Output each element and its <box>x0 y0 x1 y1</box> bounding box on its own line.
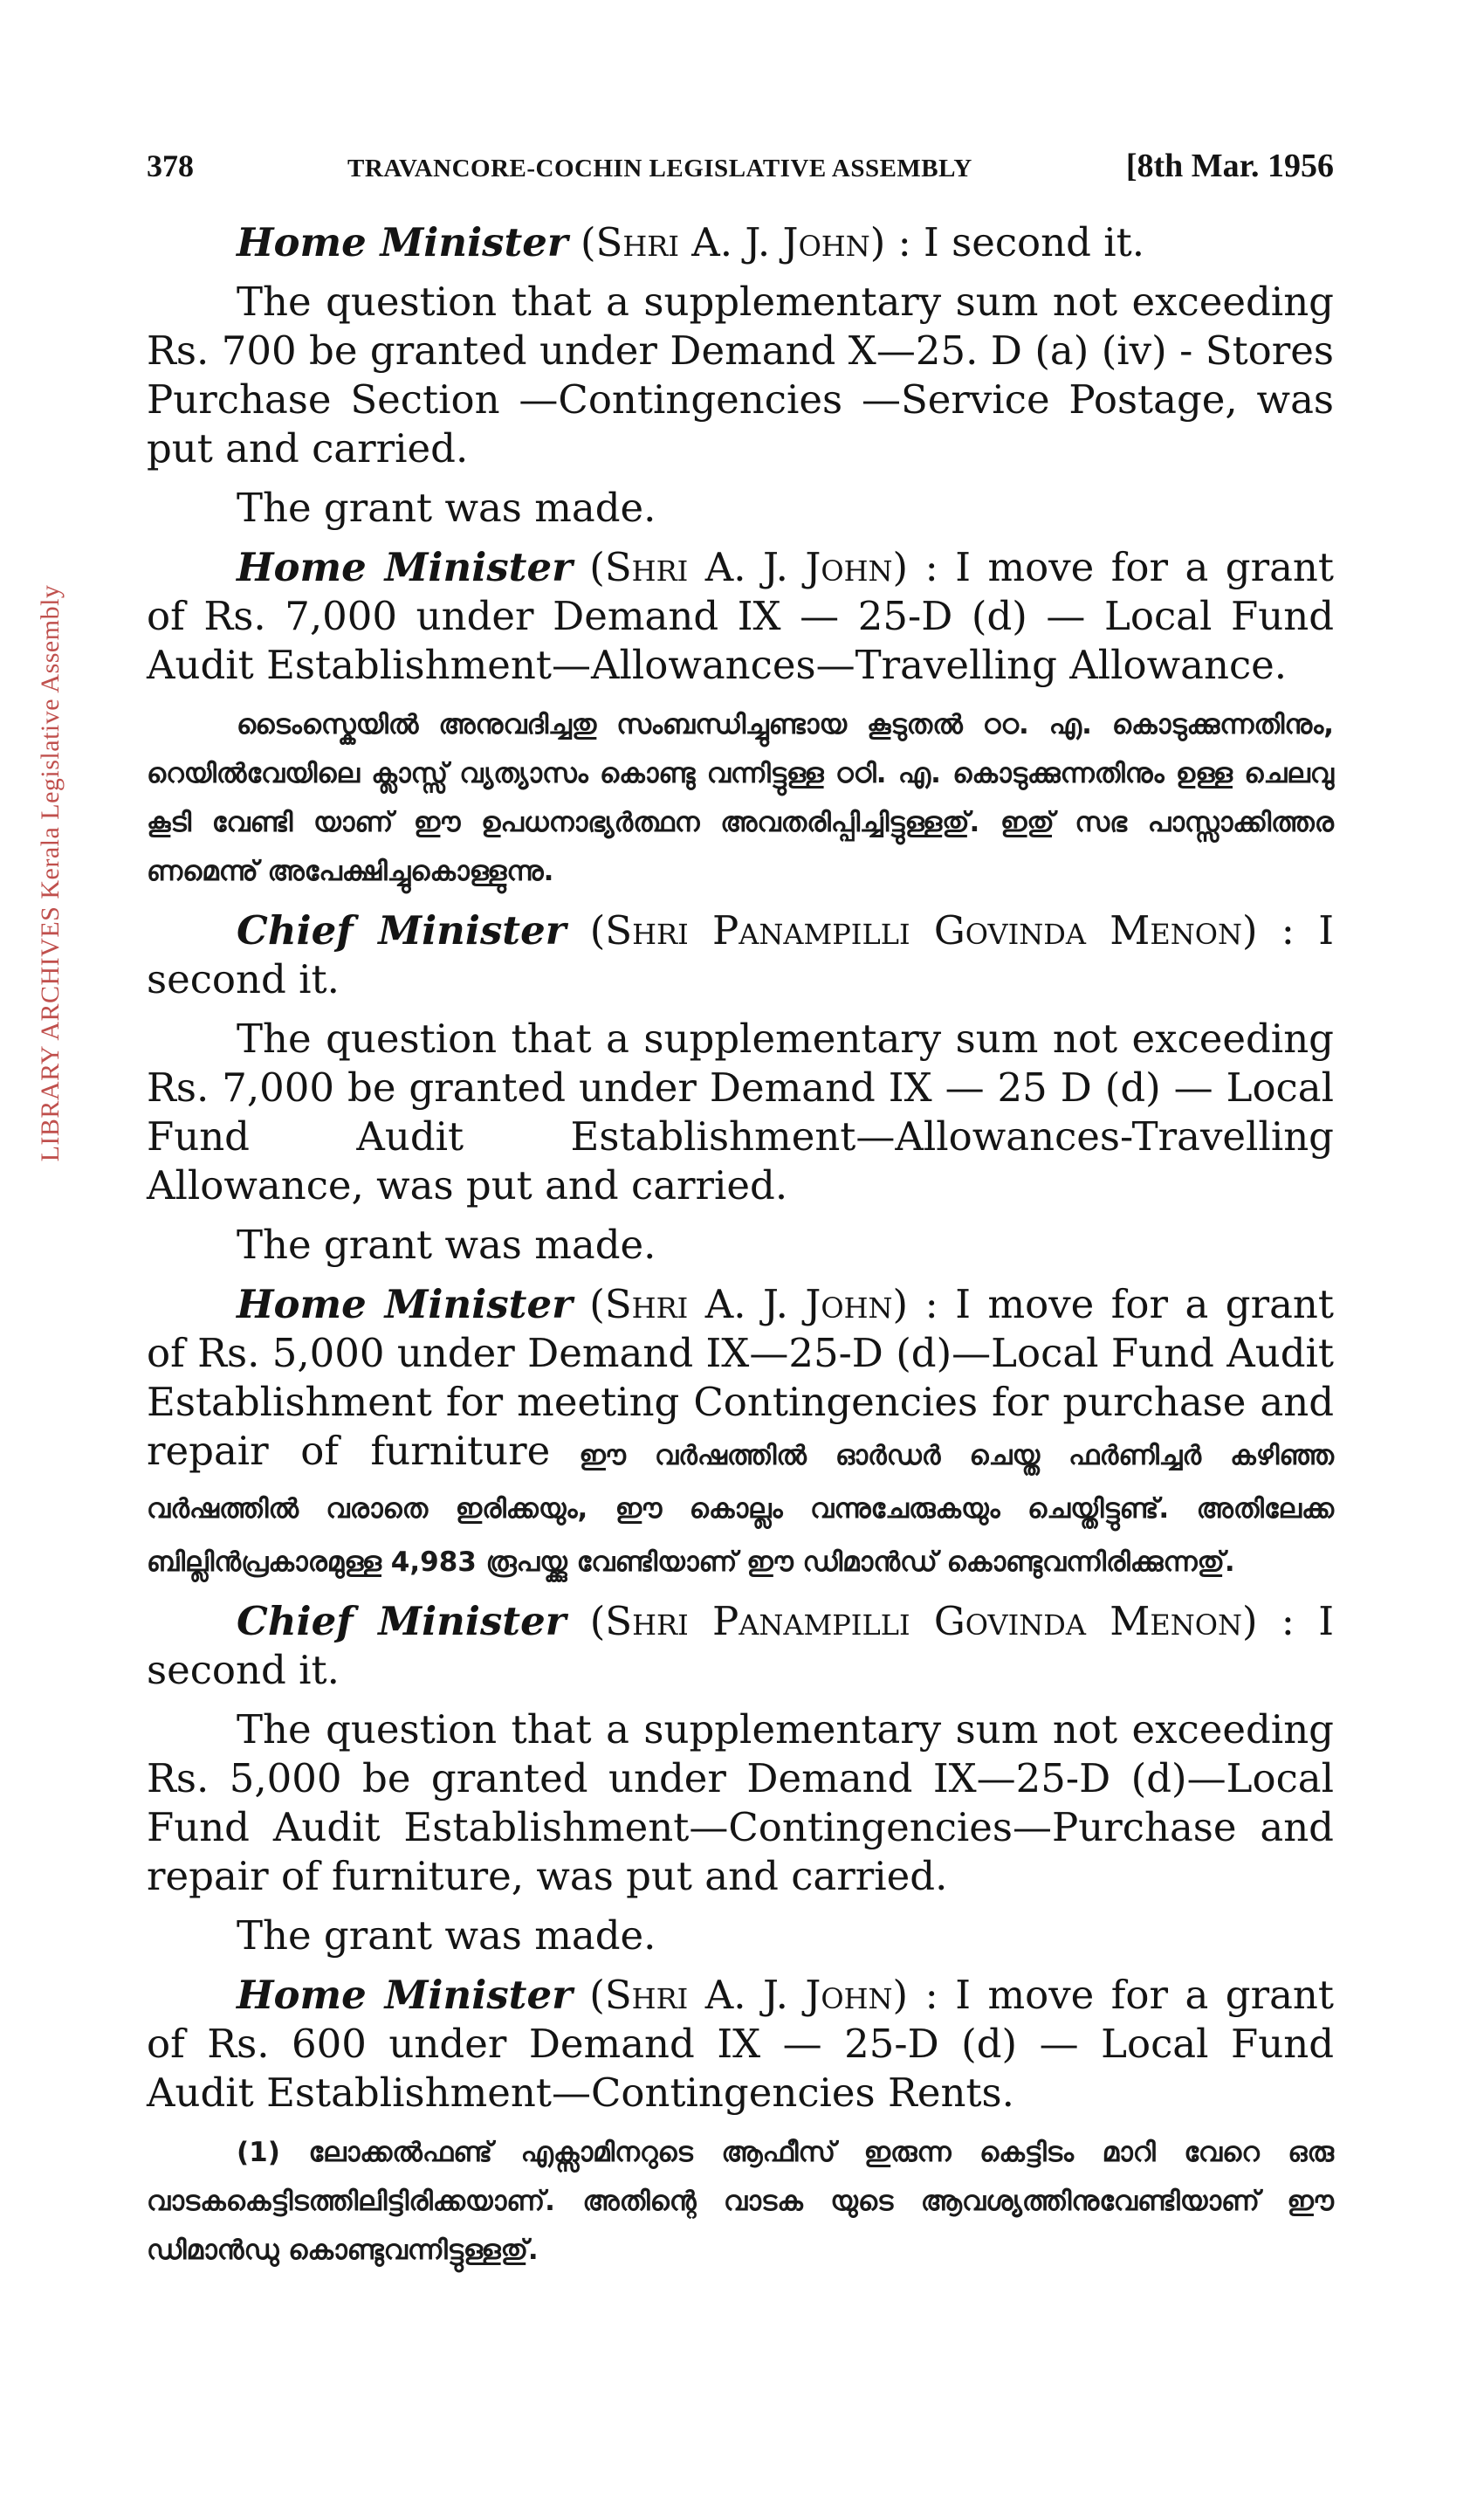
malayalam-paragraph-2 <box>147 2128 1334 2275</box>
speech-text: I second it. <box>910 219 1145 265</box>
speaker-name: Home Minister <box>237 219 568 265</box>
header-date: [8th Mar. 1956 <box>1125 148 1334 184</box>
speech-text: I move for a grant of Rs. 600 under Demand IX — 25-D (d) — Local Fund Audit Establishment—Contingencies Rents. <box>147 1972 1335 2116</box>
speaker-name: Chief Minister <box>237 1598 567 1644</box>
speech-text: I move for a grant of Rs. 7,000 under Demand IX — 25-D (d) — Local Fund Audit Establishment—Allowances—Travelling Allowance. <box>147 544 1335 688</box>
page-header <box>147 147 1334 185</box>
speaker-name: Home Minister <box>237 544 573 590</box>
malayalam-text: (1) ലോക്കൽഫണ്ട് എക്സാമിനറുടെ ആഫീസ് ഇരുന്ന കെട്ടിടം മാറി വേറെ ഒരു വാടകകെട്ടിടത്തിലിട്ടിരിക്കയാണ്. അതിന്റെ വാടക യുടെ ആവശ്യത്തിനുവേണ്ടിയാണ് ഈ ഡിമാൻഡു കൊണ്ടുവന്നിട്ടുള്ളതു്. <box>147 2137 1334 2266</box>
speaker-name: Home Minister <box>237 1281 573 1327</box>
speaker-identity: (Shri A. J. John) : <box>589 1972 938 2018</box>
archive-watermark: LIBRARY ARCHIVES Kerala Legislative Assembly <box>36 584 65 1162</box>
speech-home-minister-3 <box>147 1280 1334 1587</box>
paragraph-text: The question that a supplementary sum not exceeding Rs. 7,000 be granted under Demand IX — 25 D (d) — Local Fund Audit Establishment—Allowances-Travelling Allowance, was put and carried. <box>147 1016 1334 1209</box>
malayalam-text: ഈ വർഷത്തിൽ ഓർഡർ ചെയ്ത ഫർണിച്ചർ കഴിഞ്ഞ വർഷത്തിൽ വരാതെ ഇരിക്കയും, ഈ കൊല്ലം വന്നുചേരുകയും ചെയ്തിട്ടുണ്ട്. അതിലേക്ക ബില്ലിൻപ്രകാരമുള്ള 4,983 രൂപയ്ക്കു വേണ്ടിയാണ് ഈ ഡിമാൻഡ് കൊണ്ടുവന്നിരിക്കുന്നതു്. <box>147 1440 1334 1578</box>
running-title: TRAVANCORE-COCHIN LEGISLATIVE ASSEMBLY <box>347 155 972 183</box>
speech-text: I move for a grant of Rs. 5,000 under Demand IX—25-D (d)—Local Fund Audit Establishment for meeting Contingencies for purchase and repair of furniture <box>147 1281 1335 1474</box>
speaker-identity: (Shri A. J. John) : <box>580 219 911 265</box>
question-paragraph-1 <box>147 278 1334 473</box>
speech-text: I second it. <box>147 1598 1334 1693</box>
speaker-name: Chief Minister <box>237 907 567 954</box>
malayalam-paragraph-1 <box>147 700 1334 896</box>
speaker-identity: (Shri Panampilli Govinda Menon) : <box>589 907 1295 954</box>
page-number: 378 <box>147 148 194 183</box>
speech-chief-minister-2 <box>147 1597 1334 1695</box>
grant-made-3 <box>147 1911 1334 1960</box>
malayalam-text: ടൈംസ്കെയിൽ അനുവദിച്ചതു സംബന്ധിച്ചുണ്ടായ കൂടുതൽ ഠഠ. എ. കൊടുക്കുന്നതിനും, റെയിൽവേയിലെ ക്ലാസ്സ് വ്യത്യാസം കൊണ്ടു വന്നിട്ടുള്ള ഠഠി. എ. കൊടുക്കുന്നതിനും ഉള്ള ചെലവു കൂടി വേണ്ടി യാണ് ഈ ഉപധനാഭ്യർത്ഥന അവതരിപ്പിച്ചിട്ടുള്ളതു്. ഇതു് സഭ പാസ്സാക്കിത്തര ണമെന്നു് അപേക്ഷിച്ചുകൊള്ളുന്നു. <box>147 709 1334 887</box>
speaker-identity: (Shri A. J. John) : <box>589 1281 938 1327</box>
speech-text: I second it. <box>147 907 1334 1002</box>
speech-home-minister-2 <box>147 543 1334 690</box>
speech-home-minister-4 <box>147 1971 1334 2118</box>
paragraph-text: The grant was made. <box>237 485 656 531</box>
speaker-name: Home Minister <box>237 1972 573 2018</box>
grant-made-2 <box>147 1221 1334 1270</box>
paragraph-text: The grant was made. <box>237 1912 656 1959</box>
paragraph-text: The question that a supplementary sum not exceeding Rs. 5,000 be granted under Demand IX—25-D (d)—Local Fund Audit Establishment—Contingencies—Purchase and repair of furniture, was put and carried. <box>147 1706 1334 1899</box>
speaker-identity: (Shri Panampilli Govinda Menon) : <box>589 1598 1295 1644</box>
speech-home-minister-1 <box>147 218 1334 267</box>
paragraph-text: The grant was made. <box>237 1222 656 1268</box>
question-paragraph-2 <box>147 1015 1334 1210</box>
speaker-identity: (Shri A. J. John) : <box>589 544 938 590</box>
document-page <box>147 147 1334 2285</box>
speech-chief-minister-1 <box>147 906 1334 1004</box>
question-paragraph-3 <box>147 1705 1334 1901</box>
grant-made-1 <box>147 484 1334 533</box>
paragraph-text: The question that a supplementary sum not exceeding Rs. 700 be granted under Demand X—25. D (a) (iv) - Stores Purchase Section —Contingencies —Service Postage, was put and carried. <box>147 279 1334 472</box>
